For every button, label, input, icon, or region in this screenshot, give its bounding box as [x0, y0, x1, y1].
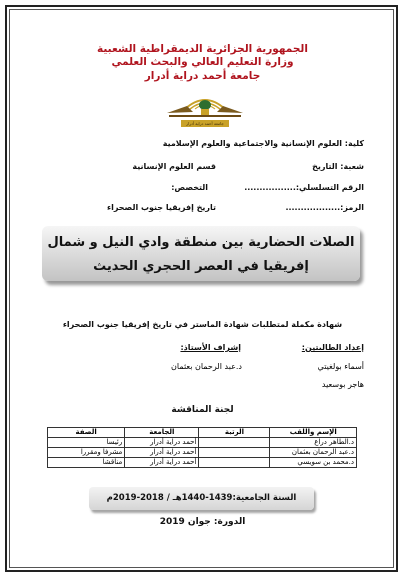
col-header-role: الصفة — [48, 428, 125, 438]
col-header-rank: الرتبة — [199, 428, 270, 438]
session: الدورة: جوان 2019 — [159, 517, 246, 527]
thesis-title-line2: إفريقيا في العصر الحجري الحديث — [93, 259, 309, 274]
branch-line: شعبة: التاريخ — [312, 162, 364, 171]
university-logo — [157, 89, 253, 132]
committee-table — [47, 427, 357, 468]
table-row — [48, 448, 357, 458]
ministry-name: وزارة التعليم العالي والبحث العلمي — [111, 56, 294, 68]
student-name-2: هاجر بوسعيد — [321, 380, 364, 389]
member-university: أحمد دراية أدرار — [125, 438, 199, 448]
specialty-label: التخصص: — [171, 183, 208, 192]
supervisor-name: د.عبد الرحمان بعثمان — [171, 362, 242, 371]
republic-name: الجمهورية الجزائرية الديمقراطية الشعبية — [97, 43, 308, 55]
committee-header-row — [48, 428, 357, 438]
degree-purpose: شهادة مكملة لمتطلبات شهادة الماستر في تاريخ إفريقيا جنوب الصحراء — [62, 320, 343, 329]
thesis-title-line1: الصلات الحضارية بين منطقة وادي النيل و شمال — [47, 235, 355, 250]
member-name: د.عبد الرحمان بعثمان — [270, 448, 357, 458]
col-header-university: الجامعة — [125, 428, 199, 438]
member-name: د.الطاهر دراع — [270, 438, 357, 448]
students-label: إعداد الطالبتين: — [301, 343, 364, 352]
university-name: جامعة أحمد دراية أدرار — [144, 70, 261, 82]
member-university: أحمد دراية أدرار — [125, 448, 199, 458]
col-header-name: الإسم واللقب — [270, 428, 357, 438]
member-university: أحمد دراية أدرار — [125, 458, 199, 468]
member-rank — [199, 438, 270, 448]
logo-caption: جامعة أحمد دراية أدرار — [186, 121, 224, 126]
code-line: الرمز:.................. — [285, 203, 364, 212]
specialty-value: تاريخ إفريقيا جنوب الصحراء — [106, 203, 216, 212]
academic-year: السنة الجامعية:1439-1440هـ / 2018-2019م — [106, 493, 297, 503]
committee-title: لجنة المناقشة — [171, 405, 234, 415]
member-role: مناقشا — [48, 458, 125, 468]
table-row — [48, 438, 357, 448]
table-row — [48, 458, 357, 468]
student-name-1: أسماء بولغيتي — [317, 362, 364, 371]
supervisor-label: إشراف الأستاذ: — [180, 343, 241, 352]
member-rank — [199, 448, 270, 458]
serial-line: الرقم التسلسلي:................. — [244, 183, 364, 192]
member-rank — [199, 458, 270, 468]
member-role: رئيسا — [48, 438, 125, 448]
faculty-line: كلية: العلوم الإنسانية والاجتماعية والعلوم الإسلامية — [162, 139, 364, 148]
member-name: د.محمد بن سويسي — [270, 458, 357, 468]
department-line: قسم العلوم الإنسانية — [132, 162, 216, 171]
member-role: مشرفا ومقررا — [48, 448, 125, 458]
